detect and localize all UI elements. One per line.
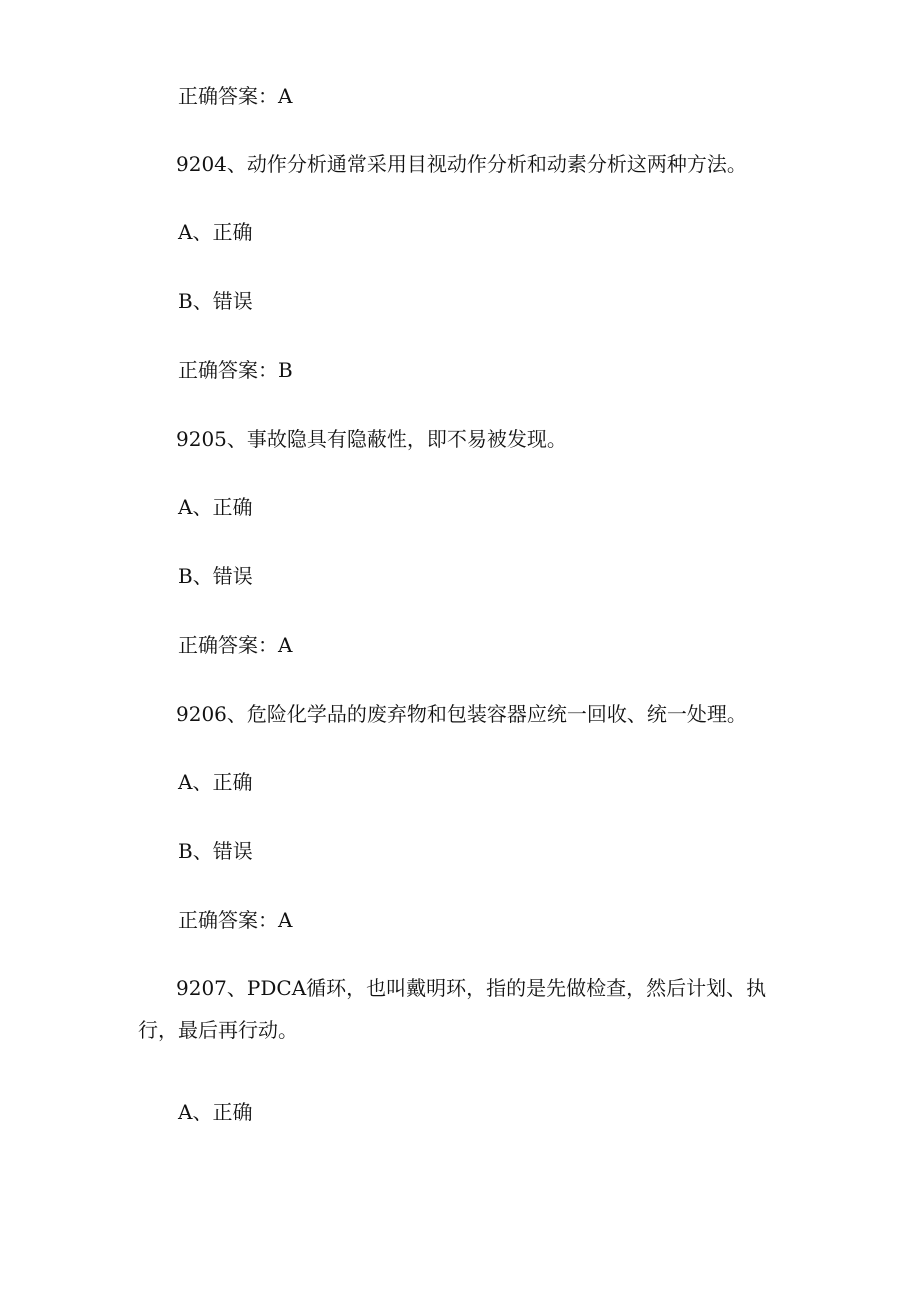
answer-line: 正确答案：A: [178, 633, 293, 657]
option-a: A、正确: [178, 220, 253, 244]
question-9207: 9207、PDCA循环，也叫戴明环，指的是先做检查，然后计划、执行，最后再行动。: [138, 976, 767, 1042]
option-b: B、错误: [178, 564, 253, 588]
question-9206: 9206、危险化学品的废弃物和包装容器应统一回收、统一处理。: [176, 702, 747, 726]
option-a: A、正确: [178, 770, 253, 794]
option-a: A、正确: [178, 495, 253, 519]
question-9205: 9205、事故隐具有隐蔽性，即不易被发现。: [176, 427, 567, 451]
option-a: A、正确: [178, 1100, 253, 1124]
answer-line: 正确答案：A: [178, 84, 293, 108]
answer-line: 正确答案：B: [178, 358, 293, 382]
answer-line: 正确答案：A: [178, 908, 293, 932]
option-b: B、错误: [178, 289, 253, 313]
question-9204: 9204、动作分析通常采用目视动作分析和动素分析这两种方法。: [176, 152, 747, 176]
option-b: B、错误: [178, 839, 253, 863]
